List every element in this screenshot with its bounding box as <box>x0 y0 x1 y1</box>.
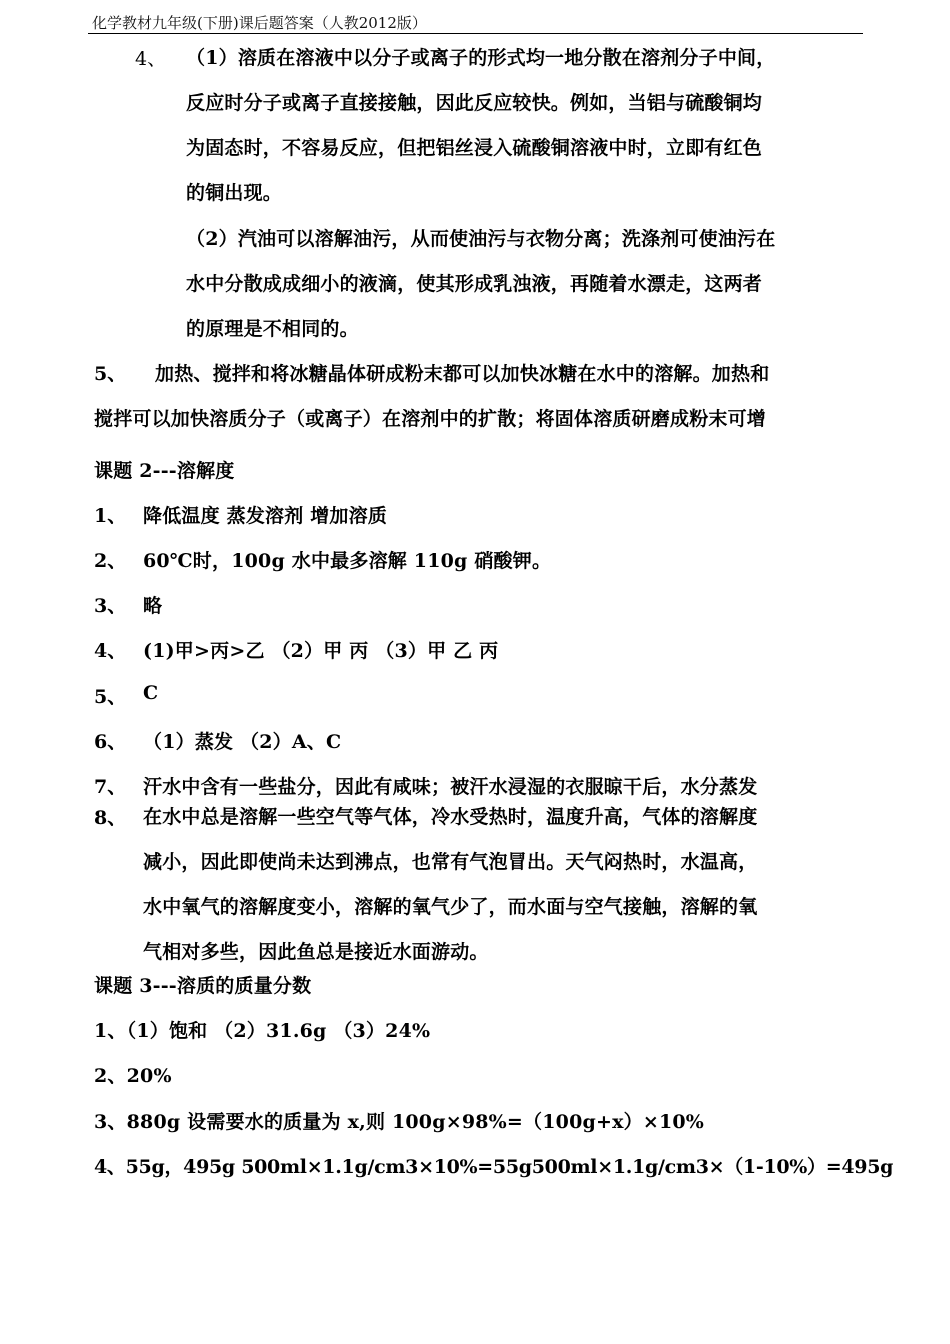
s2-item-number: 6、 <box>94 731 127 753</box>
q4-number: 4、 <box>135 48 167 70</box>
q4-line-5: （2）汽油可以溶解油污，从而使油污与衣物分离；洗涤剂可使油污在 <box>186 228 776 250</box>
s2-item-text: 降低温度 蒸发溶剂 增加溶质 <box>143 505 388 527</box>
q8-line-1: 在水中总是溶解一些空气等气体，冷水受热时，温度升高，气体的溶解度 <box>143 806 758 828</box>
s2-item-text: 60℃时，100g 水中最多溶解 110g 硝酸钾。 <box>143 550 552 572</box>
q4-line-4: 的铜出现。 <box>186 182 283 204</box>
s2-item-text: 汗水中含有一些盐分，因此有咸味；被汗水浸湿的衣服晾干后，水分蒸发 <box>143 776 758 798</box>
page-header: 化学教材九年级(下册)课后题答案（人教2012版） <box>92 14 427 32</box>
q4-line-1: （1）溶质在溶液中以分子或离子的形式均一地分散在溶剂分子中间， <box>186 47 776 69</box>
q8-number: 8、 <box>94 807 127 829</box>
q4-line-6: 水中分散成成细小的液滴，使其形成乳浊液，再随着水漂走，这两者 <box>186 273 763 295</box>
q4-line-2: 反应时分子或离子直接接触，因此反应较快。例如，当铝与硫酸铜均 <box>186 92 763 114</box>
s2-item-text: C <box>143 682 159 704</box>
section3-title: 课题 3---溶质的质量分数 <box>94 975 312 997</box>
s2-item-number: 4、 <box>94 640 127 662</box>
s2-item-number: 5、 <box>94 686 127 708</box>
s2-item-number: 7、 <box>94 776 127 798</box>
s3-answer-1: 1、（1）饱和 （2）31.6g （3）24% <box>94 1020 431 1042</box>
page-cut-gap <box>88 434 848 454</box>
q8-line-2: 减小，因此即使尚未达到沸点，也常有气泡冒出。天气闷热时，水温高， <box>143 851 758 873</box>
s2-item-number: 1、 <box>94 505 127 527</box>
q8-line-4: 气相对多些，因此鱼总是接近水面游动。 <box>143 941 489 963</box>
q5-number: 5、 <box>94 363 127 385</box>
s3-answer-4: 4、55g，495g 500ml×1.1g/cm3×10%=55g500ml×1.1g/cm3×（1-10%）=495g <box>94 1156 894 1178</box>
q4-line-7: 的原理是不相同的。 <box>186 318 359 340</box>
q5-line-1: 加热、搅拌和将冰糖晶体研成粉末都可以加快冰糖在水中的溶解。加热和 <box>155 363 770 385</box>
section2-title: 课题 2---溶解度 <box>94 460 235 482</box>
s2-item-text: 略 <box>143 595 163 617</box>
s2-item-text: （1）蒸发 （2）A、C <box>143 731 342 753</box>
s3-answer-3: 3、880g 设需要水的质量为 x,则 100g×98%=（100g+x）×10% <box>94 1111 705 1133</box>
s3-answer-2: 2、20% <box>94 1065 172 1087</box>
q4-line-3: 为固态时，不容易反应，但把铝丝浸入硫酸铜溶液中时，立即有红色 <box>186 137 763 159</box>
s2-item-number: 3、 <box>94 595 127 617</box>
q5-line-2: 搅拌可以加快溶质分子（或离子）在溶剂中的扩散；将固体溶质研磨成粉末可增 <box>94 408 767 430</box>
s2-item-number: 2、 <box>94 550 127 572</box>
header-divider <box>88 33 863 34</box>
s2-item-text: (1)甲>丙>乙 （2）甲 丙 （3）甲 乙 丙 <box>143 640 499 662</box>
q8-line-3: 水中氧气的溶解度变小，溶解的氧气少了，而水面与空气接触，溶解的氧 <box>143 896 758 918</box>
